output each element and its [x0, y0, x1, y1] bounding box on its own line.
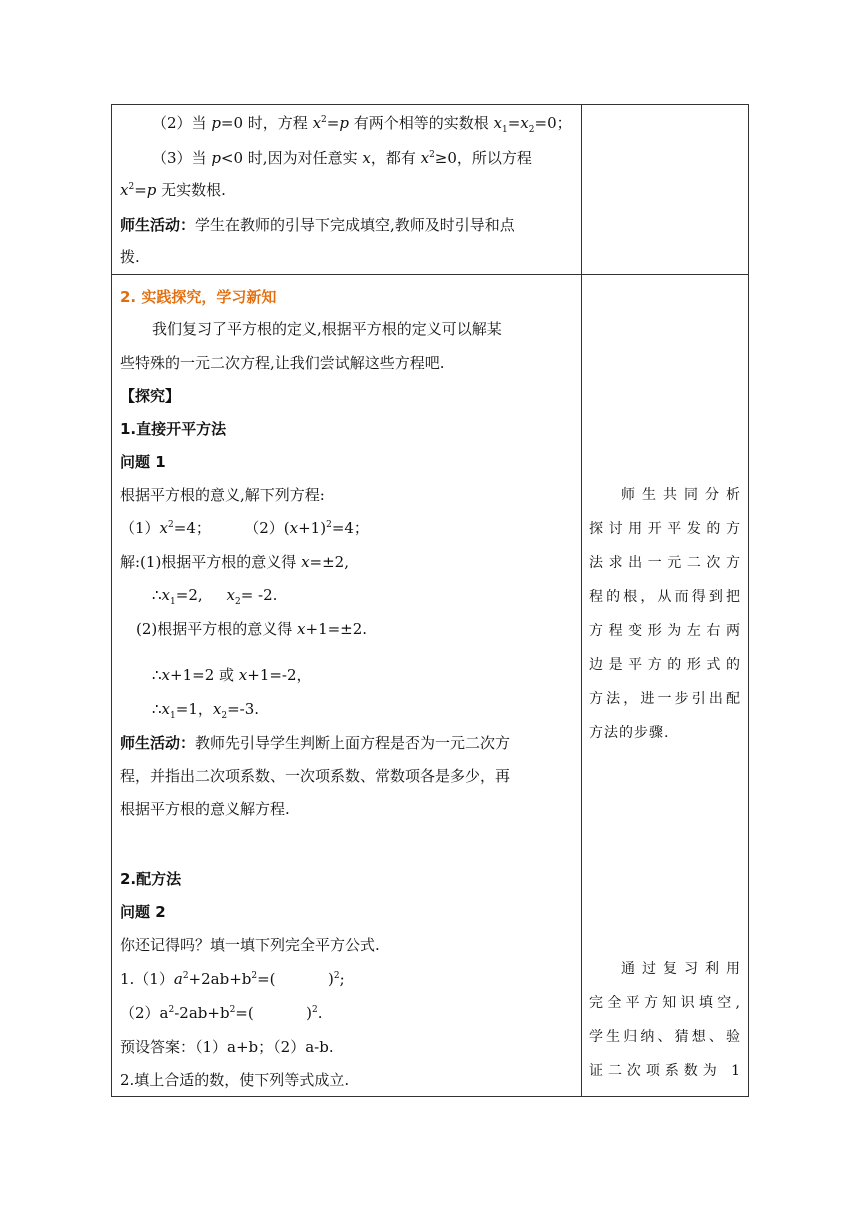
question-1-title: 问题 1: [120, 453, 166, 471]
intro-line-2: 些特殊的一元二次方程,让我们尝试解这些方程吧.: [120, 354, 445, 372]
note-1-line-3: 法求出一元二次方: [589, 555, 741, 571]
question-2-item-1: $1.(1)a^2+2ab+b^2=$( )$^2$;: [120, 970, 345, 988]
note-2-line-3: 学生归纳、猜想、验: [589, 1029, 741, 1045]
note-1-line-2: 探讨用开平发的方: [589, 521, 741, 537]
activity-2-text: 教师先引导学生判断上面方程是否为一元二次方: [195, 734, 511, 752]
activity-text: 学生在教师的引导下完成填空,教师及时引导和点: [195, 216, 515, 234]
question-2-item-3: 2.填上合适的数，使下列等式成立.: [120, 1071, 350, 1089]
solution-1: 解:(1)根据平方根的意义得 x=±2,: [120, 553, 349, 571]
question-2-answer: 预设答案：（1）a+b；（2）a-b.: [120, 1038, 334, 1056]
row-divider: [112, 274, 748, 275]
solution-1-result: $\therefore x_1=2$, $x_2= -2$.: [152, 586, 278, 607]
activity-line: [120, 215, 515, 235]
note-2-line-4: 证二次项系数为 1: [589, 1063, 741, 1079]
section-heading: 2. 实践探究，学习新知: [120, 288, 277, 306]
case-2-line: （2）当 p=0 时，方程 $x^2=p$ 有两个相等的实数根 $x_1=x_2=0$；: [152, 114, 572, 135]
activity-2-line-2: 程，并指出二次项系数、一次项系数、常数项各是多少，再: [120, 767, 511, 785]
note-2-line-2: 完全平方知识填空,: [589, 995, 741, 1011]
lesson-table: [111, 104, 749, 1097]
question-1-text: 根据平方根的意义,解下列方程:: [120, 486, 325, 504]
explore-label: 【探究】: [120, 387, 181, 405]
solution-2: (2)根据平方根的意义得 x+1=±2.: [136, 620, 368, 638]
activity-line-cont: 拨.: [120, 248, 140, 266]
intro-line-1: 我们复习了平方根的定义,根据平方根的定义可以解某: [152, 320, 502, 338]
note-2-line-1: 通过复习利用: [621, 961, 741, 977]
note-1-line-8: 方法的步骤.: [589, 725, 670, 741]
solution-2-result: $\therefore x_1=1$，$x_2=-3$.: [152, 700, 260, 721]
column-divider: [581, 105, 582, 1096]
activity-2-label: 师生活动：: [120, 734, 196, 752]
method-1-title: 1.直接开平方法: [120, 420, 227, 438]
activity-2-line-3: 根据平方根的意义解方程.: [120, 800, 290, 818]
note-1-line-4: 程的根，从而得到把: [589, 589, 741, 605]
activity-label: 师生活动：: [120, 216, 196, 234]
case-3-line-cont: $x^2=p$ 无实数根.: [120, 181, 226, 199]
note-1-line-7: 方法，进一步引出配: [589, 691, 741, 707]
question-2-text: 你还记得吗？填一填下列完全平方公式.: [120, 936, 380, 954]
question-2-item-2: $(2)a^2-2ab+b^2=$( )$^2$.: [120, 1004, 323, 1022]
note-1-line-5: 方程变形为左右两: [589, 623, 741, 639]
activity-2-line: [120, 733, 510, 753]
method-2-title: 2.配方法: [120, 870, 182, 888]
question-2-title: 问题 2: [120, 903, 166, 921]
note-1-line-1: 师生共同分析: [621, 487, 741, 503]
case-3-line: （3）当 p<0 时,因为对任意实 x，都有 $x^2\ge 0$，所以方程: [152, 149, 532, 167]
solution-2-step: ∴x+1=2 或 x+1=-2，: [152, 666, 312, 684]
question-1-equations: $(1)x^2=4$； $(2)(x+1)^2=4$；: [120, 519, 369, 537]
note-1-line-6: 边是平方的形式的: [589, 657, 741, 673]
